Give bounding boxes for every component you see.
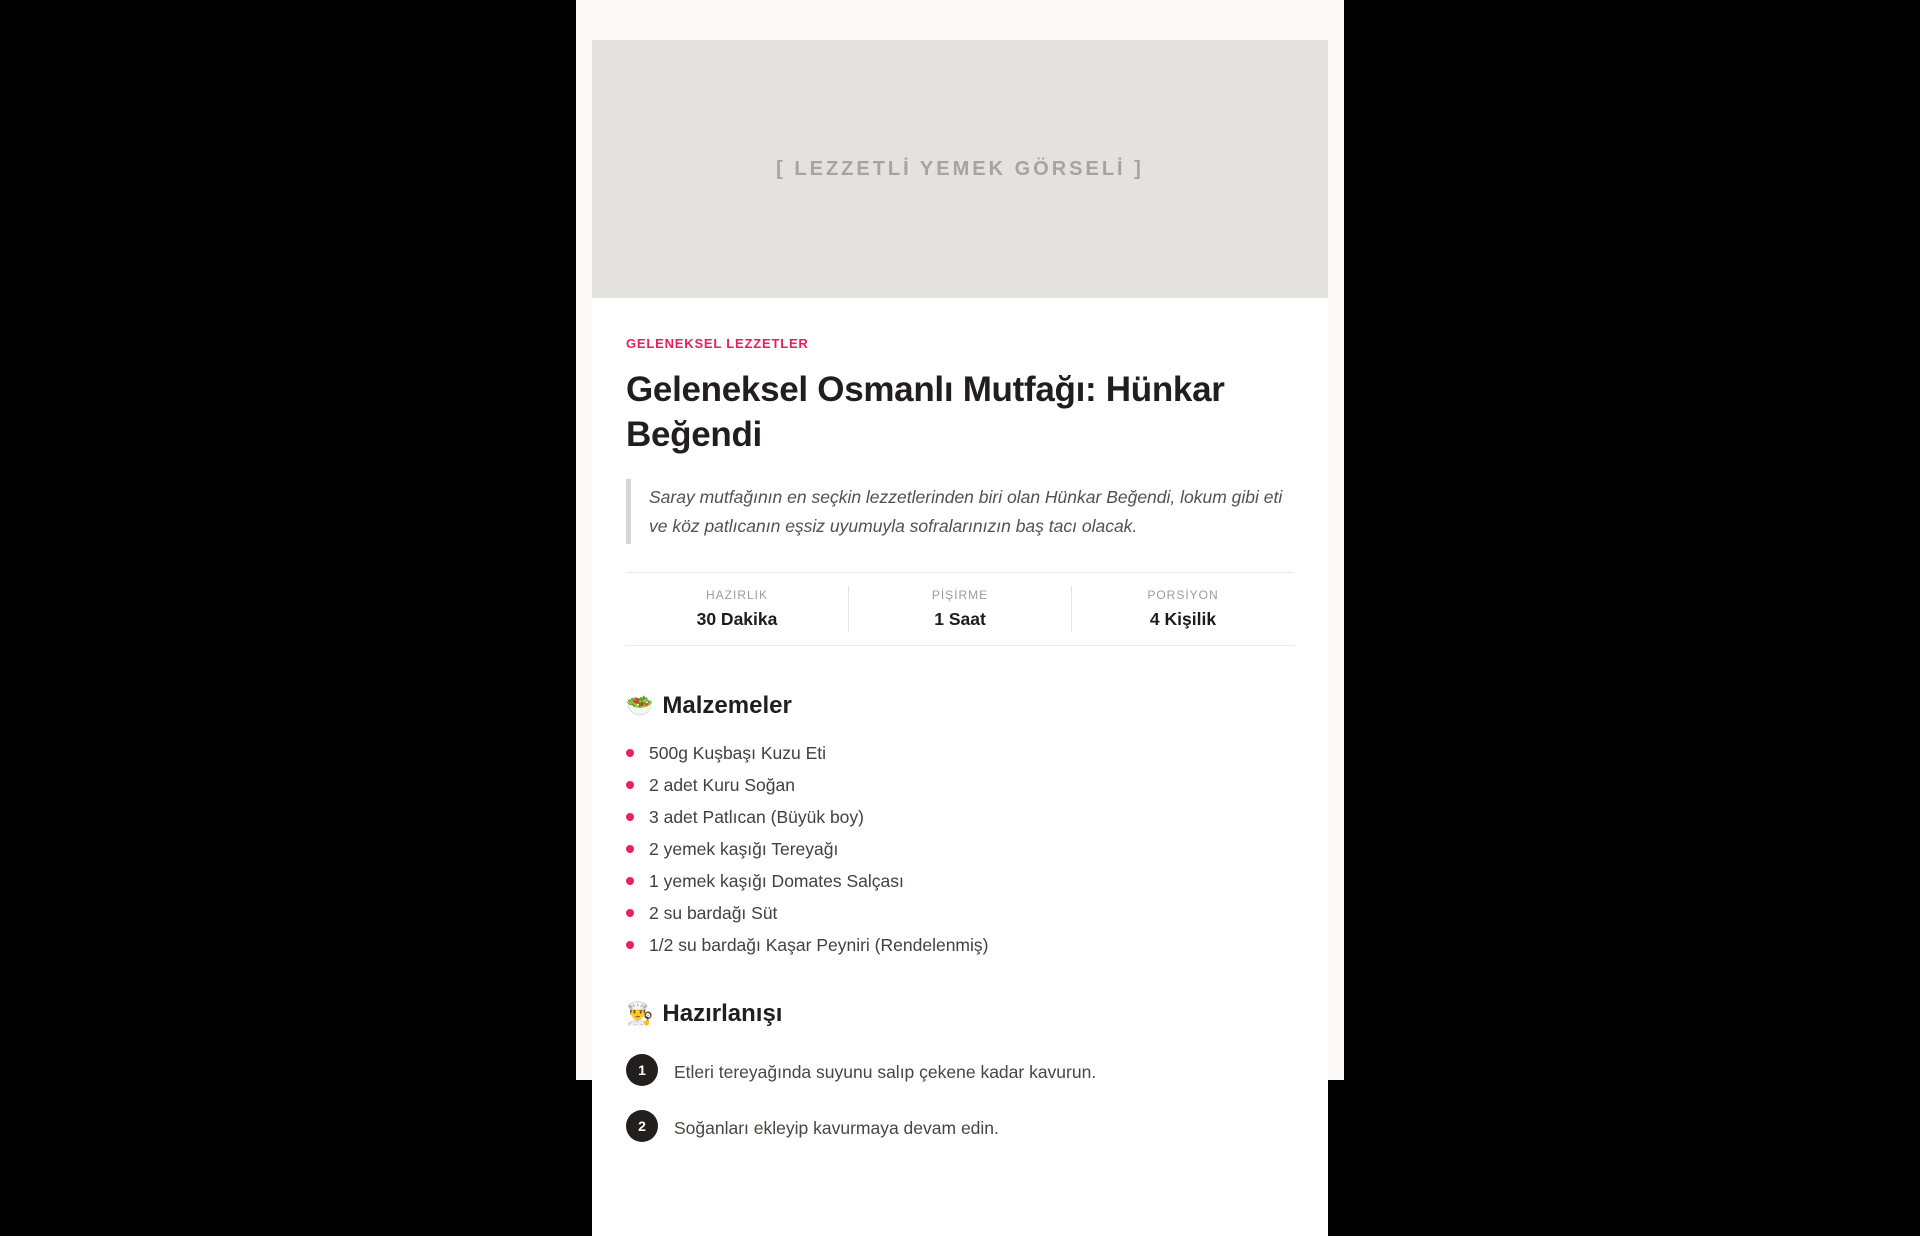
- chef-icon: 👨‍🍳: [626, 1000, 654, 1026]
- stat-cook-value: 1 Saat: [934, 608, 986, 629]
- ingredient-item: [626, 936, 1294, 954]
- salad-icon: 🥗: [626, 692, 654, 718]
- category-link[interactable]: GELENEKSEL LEZZETLER: [626, 336, 809, 351]
- ingredients-heading: [626, 692, 1294, 720]
- bullet-dot-icon: [626, 877, 634, 885]
- steps-heading: [626, 1000, 1294, 1028]
- step-item: [626, 1110, 1294, 1142]
- stat-prep-value: 30 Dakika: [696, 608, 778, 629]
- ingredient-text: 1/2 su bardağı Kaşar Peyniri (Rendelenmiş): [649, 934, 989, 955]
- stat-cook: [848, 586, 1071, 632]
- step-item: [626, 1054, 1294, 1086]
- page-title: Geleneksel Osmanlı Mutfağı: Hünkar Beğendi: [626, 370, 1225, 455]
- step-number-badge: 1: [626, 1054, 658, 1086]
- recipe-page: [576, 0, 1344, 1138]
- hero-image-placeholder: [592, 40, 1328, 298]
- stat-servings-value: 4 Kişilik: [1149, 608, 1217, 629]
- ingredient-text: 2 adet Kuru Soğan: [649, 774, 795, 795]
- stat-servings-label: PORSİYON: [1147, 587, 1219, 602]
- steps-list: [626, 1054, 1294, 1142]
- stats-bar: [626, 572, 1294, 646]
- ingredient-text: 3 adet Patlıcan (Büyük boy): [649, 806, 864, 827]
- hero-placeholder-text: [ LEZZETLİ YEMEK GÖRSELİ ]: [776, 157, 1144, 180]
- recipe-card: [592, 40, 1328, 1236]
- ingredient-item: [626, 808, 1294, 826]
- ingredient-text: 2 su bardağı Süt: [649, 902, 778, 923]
- stat-prep-label: HAZIRLIK: [705, 587, 768, 602]
- ingredient-item: [626, 744, 1294, 762]
- step-number-badge: 2: [626, 1110, 658, 1142]
- ingredient-text: 500g Kuşbaşı Kuzu Eti: [649, 742, 827, 763]
- bullet-dot-icon: [626, 781, 634, 789]
- bullet-dot-icon: [626, 941, 634, 949]
- bullet-dot-icon: [626, 813, 634, 821]
- steps-heading-label: Hazırlanışı: [662, 999, 783, 1027]
- article-body: [592, 298, 1328, 1236]
- stat-prep: [626, 586, 848, 632]
- step-text: Etleri tereyağında suyunu salıp çekene kadar kavurun.: [674, 1061, 1097, 1082]
- intro-quote-text: Saray mutfağının en seçkin lezzetlerinden biri olan Hünkar Beğendi, lokum gibi eti ve köz patlıcanın eşsiz uyumuyla sofralarınızın baş tacı olacak.: [649, 487, 1283, 536]
- step-text: Soğanları ekleyip kavurmaya devam edin.: [674, 1117, 999, 1138]
- stat-servings: [1071, 586, 1294, 632]
- ingredient-item: [626, 840, 1294, 858]
- stat-cook-label: PİŞİRME: [931, 587, 989, 602]
- ingredient-text: 2 yemek kaşığı Tereyağı: [649, 838, 839, 859]
- ingredient-text: 1 yemek kaşığı Domates Salçası: [649, 870, 904, 891]
- bullet-dot-icon: [626, 909, 634, 917]
- intro-quote: [626, 479, 1294, 544]
- ingredients-heading-label: Malzemeler: [662, 691, 792, 719]
- ingredient-item: [626, 904, 1294, 922]
- ingredient-item: [626, 872, 1294, 890]
- bullet-dot-icon: [626, 749, 634, 757]
- ingredient-item: [626, 776, 1294, 794]
- ingredients-list: [626, 744, 1294, 954]
- bullet-dot-icon: [626, 845, 634, 853]
